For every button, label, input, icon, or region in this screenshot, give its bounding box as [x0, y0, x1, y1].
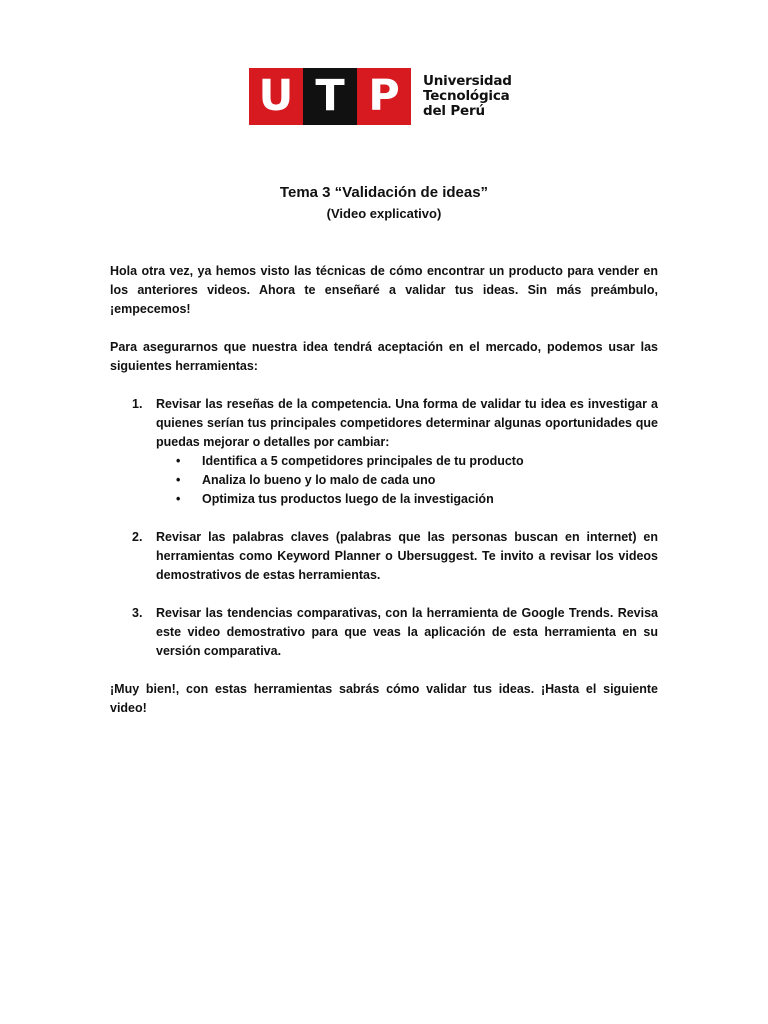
- logo-text-line-2: Tecnológica: [423, 88, 510, 104]
- bullet-item-3: [156, 490, 658, 509]
- bullet-icon: •: [176, 492, 181, 506]
- logo-letter-u: U: [249, 68, 303, 125]
- step-number-3: 3.: [132, 606, 143, 620]
- intro-paragraph: Hola otra vez, ya hemos visto las técnicas de cómo encontrar un producto para vender en los anteriores videos. Ahora te enseñaré a validar tus ideas. Sin más preámbulo, ¡empecemos!: [110, 264, 658, 316]
- closing-paragraph: ¡Muy bien!, con estas herramientas sabrás cómo validar tus ideas. ¡Hasta el siguiente video!: [110, 682, 658, 715]
- bullet-text-1: Identifica a 5 competidores principales de tu producto: [202, 454, 524, 468]
- step-number-2: 2.: [132, 530, 143, 544]
- logo-university-name: [423, 74, 512, 119]
- logo-letter-p: P: [357, 68, 411, 125]
- logo-text-line-3: del Perú: [423, 103, 485, 119]
- step-text-2: Revisar las palabras claves (palabras que las personas buscan en internet) en herramientas como Keyword Planner o Ubersuggest. Te invito a revisar los videos demostrativos de estas herramientas.: [156, 530, 658, 582]
- step-number-1: 1.: [132, 397, 143, 411]
- bullet-icon: •: [176, 454, 181, 468]
- step-1-bullets: [156, 452, 658, 509]
- bullet-icon: •: [176, 473, 181, 487]
- utp-logo: [249, 68, 512, 125]
- bullet-text-2: Analiza lo bueno y lo malo de cada uno: [202, 473, 436, 487]
- bullet-text-3: Optimiza tus productos luego de la investigación: [202, 492, 494, 506]
- tools-intro-paragraph: Para asegurarnos que nuestra idea tendrá aceptación en el mercado, podemos usar las siguientes herramientas:: [110, 340, 658, 373]
- logo-letter-t: T: [303, 68, 357, 125]
- document-body: [110, 262, 658, 718]
- step-item-3: [110, 604, 658, 661]
- step-item-1: [110, 395, 658, 509]
- step-item-2: [110, 528, 658, 585]
- step-text-1: Revisar las reseñas de la competencia. Una forma de validar tu idea es investigar a quienes serían tus principales competidores determinar algunas oportunidades que puedas mejorar o detalles por cambiar:: [156, 397, 658, 449]
- bullet-item-1: [156, 452, 658, 471]
- document-title: Tema 3 “Validación de ideas”: [279, 184, 489, 201]
- logo-text-line-1: Universidad: [423, 73, 512, 89]
- steps-list: [110, 395, 658, 661]
- document-subtitle: (Video explicativo): [326, 206, 442, 221]
- bullet-item-2: [156, 471, 658, 490]
- step-text-3: Revisar las tendencias comparativas, con la herramienta de Google Trends. Revisa este video demostrativo para que veas la aplicación de esta herramienta en su versión comparativa.: [156, 606, 658, 658]
